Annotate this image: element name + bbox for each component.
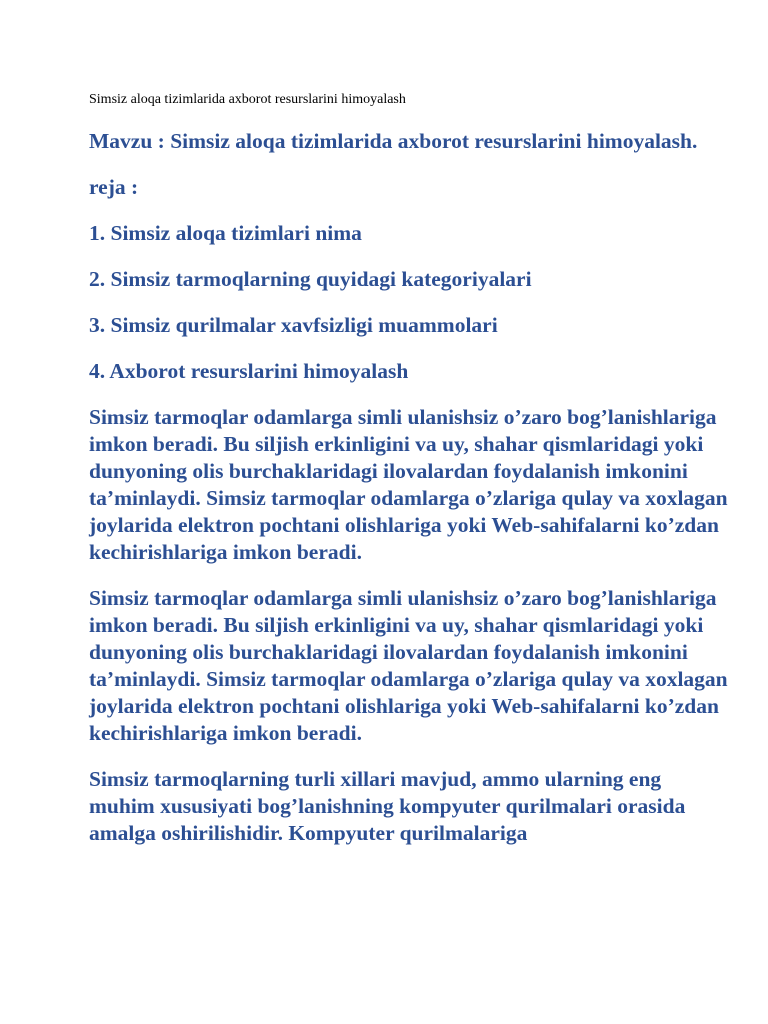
document-body xyxy=(89,128,729,866)
page-header: Simsiz aloqa tizimlarida axborot resurslarini himoyalash xyxy=(89,92,406,107)
plan-label: reja : xyxy=(89,175,139,199)
plan-item-3: 3. Simsiz qurilmalar xavfsizligi muammolari xyxy=(89,313,498,337)
document-title: Mavzu : Simsiz aloqa tizimlarida axborot resurslarini himoyalash. xyxy=(89,129,698,153)
plan-item-4: 4. Axborot resurslarini himoyalash xyxy=(89,359,409,383)
body-paragraph-1: Simsiz tarmoqlar odamlarga simli ulanishsiz o’zaro bog’lanishlariga imkon beradi. Bu siljish erkinligini va uy, shahar qismlaridagi yoki dunyoning olis burchaklaridagi ilovalardan foydalanish imkonini ta’minlaydi. Simsiz tarmoqlar odamlarga o’zlariga qulay va xoxlagan joylarida elektron pochtani olishlariga yoki Web-sahifalarni ko’zdan kechirishlariga imkon beradi. xyxy=(89,405,728,564)
plan-item-1: 1. Simsiz aloqa tizimlari nima xyxy=(89,221,362,245)
body-paragraph-3: Simsiz tarmoqlarning turli xillari mavjud, ammo ularning eng muhim xususiyati bog’lanishning kompyuter qurilmalari orasida amalga oshirilishidir. Kompyuter qurilmalariga xyxy=(89,767,686,845)
body-paragraph-2: Simsiz tarmoqlar odamlarga simli ulanishsiz o’zaro bog’lanishlariga imkon beradi. Bu siljish erkinligini va uy, shahar qismlaridagi yoki dunyoning olis burchaklaridagi ilovalardan foydalanish imkonini ta’minlaydi. Simsiz tarmoqlar odamlarga o’zlariga qulay va xoxlagan joylarida elektron pochtani olishlariga yoki Web-sahifalarni ko’zdan kechirishlariga imkon beradi. xyxy=(89,586,728,745)
plan-item-2: 2. Simsiz tarmoqlarning quyidagi kategoriyalari xyxy=(89,267,532,291)
